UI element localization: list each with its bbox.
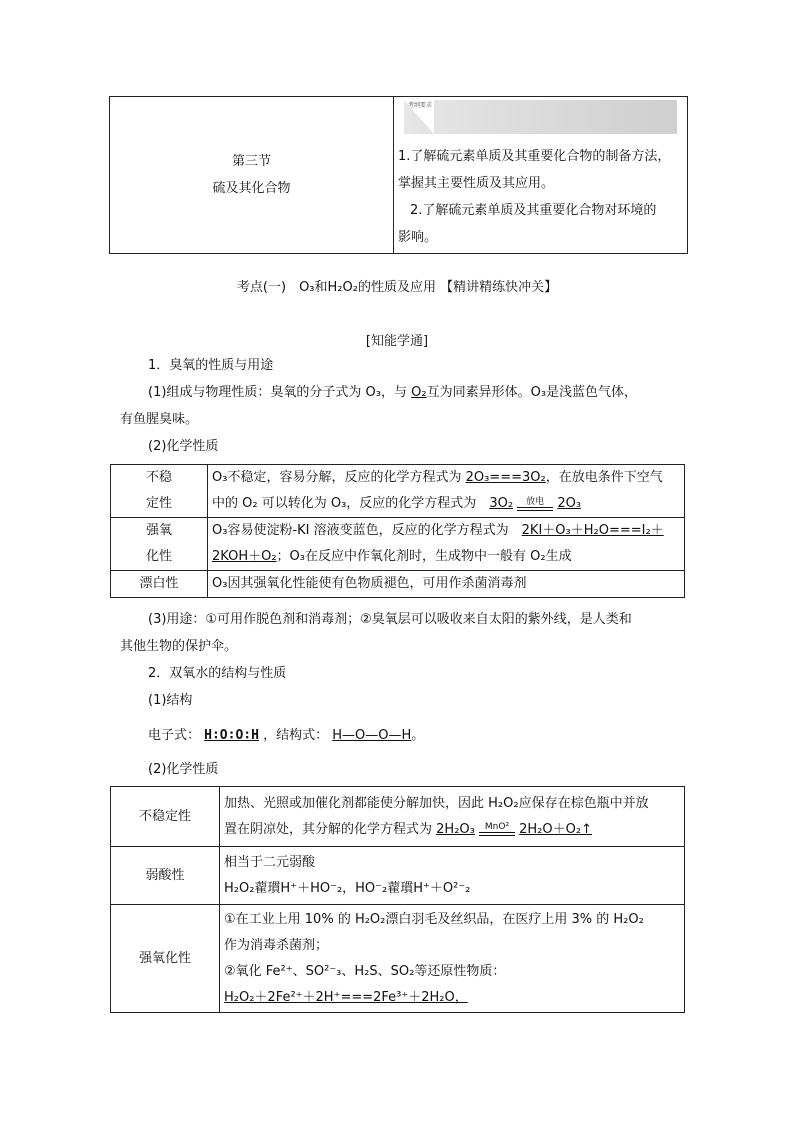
table-row (111, 518, 685, 571)
catalyst-condition: MnO² (479, 822, 515, 836)
requirements-text (398, 143, 686, 251)
electron-formula: H∶O∶O∶H (204, 728, 259, 743)
s1-p1c: 有鱼腥臭味。 (120, 412, 199, 427)
section-number: 第三节 (231, 154, 271, 169)
ozone-properties-table (110, 464, 685, 598)
header-left-cell (110, 97, 394, 253)
s2-p1: (1)结构 (148, 693, 193, 708)
s1-p1: (1)组成与物理性质：臭氧的分子式为 O₃，与 O₂互为同素异形体。O₃是浅蓝色气体， (148, 385, 638, 400)
electron-formula-line: 电子式： H∶O∶O∶H ，结构式： H—O—O—H。 (148, 728, 425, 743)
peroxide-properties-table (110, 786, 685, 1013)
table-row (111, 847, 685, 905)
s2-heading: 2．双氧水的结构与性质 (148, 666, 287, 681)
header-right-cell (394, 97, 687, 253)
subtitle: [知能学通] (365, 334, 429, 349)
row-key: 强氧化性 (111, 905, 220, 1013)
table-row (111, 465, 685, 518)
req-1b: 掌握其主要性质及其应用。 (398, 176, 555, 191)
section-topic: 硫及其化合物 (212, 181, 291, 196)
req-2b: 影响。 (398, 230, 438, 245)
banner-label: 考纲要求 (408, 102, 433, 109)
row-value: O₃不稳定，容易分解，反应的化学方程式为 2O₃===3O₂，在放电条件下空气 中的 O₂ 可以转化为 O₃，反应的化学方程式为 3O₂ 放电 2O₃ (208, 465, 685, 518)
table-row (111, 571, 685, 598)
section1-intro (120, 352, 685, 460)
row-key: 强氧 化性 (111, 518, 208, 571)
row-key: 漂白性 (111, 571, 208, 598)
section1-uses (120, 606, 685, 714)
s1-p2: (2)化学性质 (148, 439, 219, 454)
s1-p3b: 其他生物的保护伞。 (120, 639, 238, 654)
req-1: 1.了解硫元素单质及其重要化合物的制备方法， (398, 149, 671, 164)
table-row (111, 787, 685, 847)
requirements-banner (404, 100, 677, 134)
row-key: 弱酸性 (111, 847, 220, 905)
row-value: 加热、光照或加催化剂都能使分解加快，因此 H₂O₂应保存在棕色瓶中并放 置在阴凉处，其分解的化学方程式为 2H₂O₃ MnO² 2H₂O＋O₂↑ (220, 787, 685, 847)
row-value: ①在工业上用 10% 的 H₂O₂漂白羽毛及丝织品，在医疗上用 3% 的 H₂O₂ 作为消毒杀菌剂； ②氧化 Fe²⁺、SO²⁻₃、H₂S、SO₂等还原性物质： H₂O₂＋2Fe²⁺＋2H⁺===2Fe³⁺＋2H₂O， (220, 905, 685, 1013)
req-2: 2.了解硫元素单质及其重要化合物对环境的 (410, 203, 657, 218)
s2-p2: (2)化学性质 (148, 762, 219, 777)
s1-p3a: (3)用途：①可用作脱色剂和消毒剂；②臭氧层可以吸收来自太阳的紫外线，是人类和 (148, 612, 632, 627)
row-value: O₃因其强氧化性能使有色物质褪色，可用作杀菌消毒剂 (208, 571, 685, 598)
discharge-condition: 放电 (517, 497, 553, 511)
s1-heading: 1．臭氧的性质与用途 (148, 358, 274, 373)
row-value: 相当于二元弱酸 H₂O₂藋瑻H⁺＋HO⁻₂，HO⁻₂藋瑻H⁺＋O²⁻₂ (220, 847, 685, 905)
topic-title: 考点(一) O₃和H₂O₂的性质及应用 【精讲精练快冲关】 (236, 280, 558, 295)
table-row (111, 905, 685, 1013)
row-key: 不稳定性 (111, 787, 220, 847)
structural-formula: H—O—O—H (332, 728, 412, 743)
header-table (109, 96, 688, 254)
row-key: 不稳 定性 (111, 465, 208, 518)
row-value: O₃容易使淀粉-KI 溶液变蓝色，反应的化学方程式为 2KI＋O₃＋H₂O===I₂＋ 2KOH＋O₂；O₃在反应中作氧化剂时，生成物中一般有 O₂生成 (208, 518, 685, 571)
